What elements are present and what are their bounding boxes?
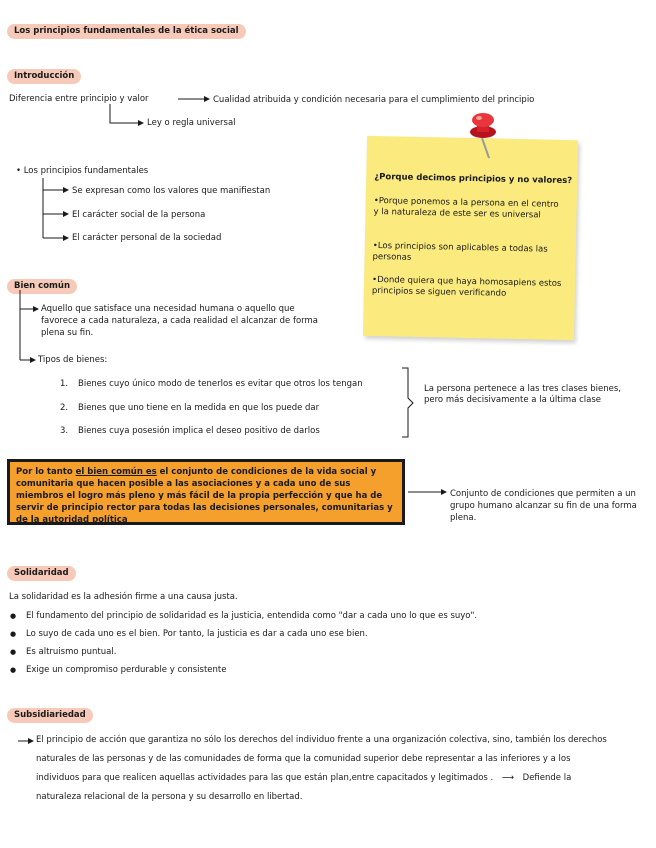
solidaridad-heading: Solidaridad <box>7 566 76 581</box>
box-pre: Por lo tanto <box>16 467 76 477</box>
list-item: Bienes cuyo único modo de tenerlos es evitar que otros los tengan <box>78 379 363 389</box>
pushpin-icon <box>463 110 503 162</box>
list-item: ● Exige un compromiso perdurable y consistente <box>10 661 477 679</box>
list-item: Bienes cuya posesión implica el deseo positivo de darlos <box>78 426 320 436</box>
list-number: 2. <box>60 403 69 413</box>
diff-value-text: Cualidad atribuida y condición necesaria para el cumplimiento del principio <box>213 95 535 105</box>
box-side-note: Conjunto de condiciones que permiten a un grupo humano alcanzar su fin de una forma plena. <box>450 489 637 523</box>
principle-item: El carácter social de la persona <box>72 210 206 220</box>
brace-note: La persona pertenece a las tres clases bienes, pero más decisivamente a la última clase <box>424 384 621 405</box>
subsidiariedad-heading: Subsidiariedad <box>7 708 93 723</box>
box-link: el bien común es <box>75 467 157 477</box>
note-question: ¿Porque decimos principios y no valores? <box>374 171 573 187</box>
sticky-note <box>363 136 578 340</box>
principles-heading: • Los principios fundamentales <box>16 166 149 176</box>
page-title: Los principios fundamentales de la ética social <box>7 24 246 39</box>
tipos-label: Tipos de bienes: <box>38 355 108 365</box>
principle-item: Se expresan como los valores que manifiestan <box>72 186 271 196</box>
intro-heading: Introducción <box>7 69 81 84</box>
note-item: •Los principios son aplicables a todas las personas <box>372 240 548 263</box>
note-item: •Porque ponemos a la persona en el centro y la naturaleza de este ser es universal <box>373 195 559 221</box>
subsidiariedad-body: El principio de acción que garantiza no sólo los derechos del individuo frente a una organización colectiva, sino, también los derechos naturales de las personas y de las comunidades de forma que la comunidad superior debe representar a las inferiores y a los individuos para que realicen aquellas actividades para las que están plan,entre capacitados y legitimados . <box>36 735 607 783</box>
subsidiariedad-text <box>36 731 611 807</box>
solidaridad-intro: La solidaridad es la adhesión firme a una causa justa. <box>9 592 238 602</box>
subsidiariedad-tail: Defiende la naturaleza relacional de la persona y su desarrollo en libertad. <box>36 773 572 802</box>
list-item: ● El fundamento del principio de solidaridad es la justicia, entendida como "dar a cada uno lo que es suyo". <box>10 607 477 625</box>
note-item: •Donde quiera que haya homosapiens estos principios se siguen verificando <box>371 274 562 299</box>
list-item: Bienes que uno tiene en la medida en que los puede dar <box>78 403 320 413</box>
bien-comun-box <box>7 459 405 525</box>
diff-label: Diferencia entre principio y valor <box>9 94 149 104</box>
diff-principle-text: Ley o regla universal <box>147 118 236 128</box>
list-number: 3. <box>60 426 69 436</box>
arrow-icon: ⟶ <box>501 773 515 783</box>
bien-comun-definition: Aquello que satisface una necesidad humana o aquello que favorece a cada naturaleza, a cada realidad el alcanzar de forma plena su fin. <box>41 304 318 338</box>
solidaridad-list <box>10 607 477 679</box>
bien-comun-heading: Bien común <box>7 279 77 294</box>
list-item: ● Lo suyo de cada uno es el bien. Por tanto, la justicia es dar a cada uno ese bien. <box>10 625 477 643</box>
list-item: ● Es altruismo puntual. <box>10 643 477 661</box>
list-number: 1. <box>60 379 69 389</box>
principle-item: El carácter personal de la sociedad <box>72 233 222 243</box>
box-post: el conjunto de condiciones de la vida social y comunitaria que hacen posible a las asociaciones y a cada uno de sus miembros el logro más pleno y más fácil de la propia perfección y que ha de servir de principio rector para todas las decisiones personales, comunitarias y de la autoridad política <box>16 467 393 525</box>
